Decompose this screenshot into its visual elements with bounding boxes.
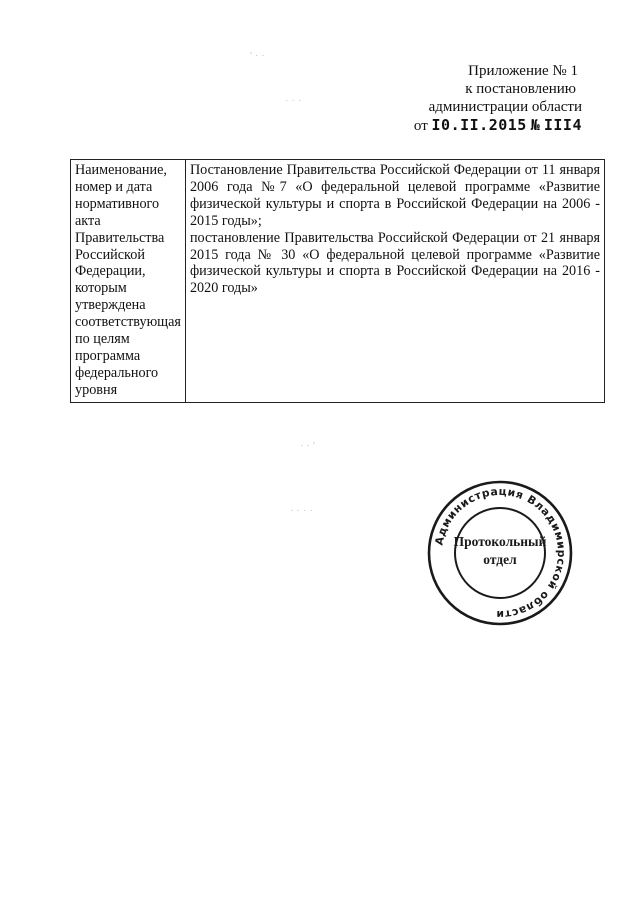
seal-outer-text: Администрация Владимирской области (432, 484, 569, 622)
bleed-through-marks: ' · · (250, 50, 265, 62)
number-sign: № (530, 116, 541, 134)
seal-inner-line-2: отдел (483, 552, 517, 567)
bleed-through-marks: · · ' (300, 440, 315, 452)
number-stamp: III4 (543, 116, 582, 134)
appendix-number: Приложение № 1 (468, 63, 578, 79)
bleed-through-marks: · · · · (290, 505, 313, 517)
appendix-to-resolution: к постановлению (465, 81, 576, 97)
date-prefix: от (413, 118, 428, 134)
round-seal-stamp (425, 478, 575, 628)
appendix-issuer: администрации области (428, 99, 582, 115)
content-paragraph-1: Постановление Правительства Российской Федерации от 11 января 2006 года №7 «О федеральной целевой программе «Развитие физической культуры и спорта в Российской Федерации на 2006 - 2015 годы»; (189, 162, 600, 229)
table-row (71, 160, 605, 403)
bleed-through-marks: · · · (285, 95, 302, 107)
date-stamp: I0.II.2015 (431, 116, 527, 134)
program-table (70, 159, 605, 403)
table-content-cell (185, 160, 604, 403)
table-label-cell: Наименование, номер и дата нормативного акта Правительства Российской Федерации, которым утверждена соответствующая по целям программа федерального уровня (71, 160, 186, 403)
seal-inner-line-1: Протокольный (453, 534, 547, 549)
content-paragraph-2: постановление Правительства Российской Федерации от 21 января 2015 года № 30 «О федеральной целевой программе «Развитие физической культуры и спорта в Российской Федерации на 2016 - 2020 годы» (189, 229, 600, 297)
appendix-date-line (382, 116, 582, 135)
appendix-header (382, 62, 582, 135)
